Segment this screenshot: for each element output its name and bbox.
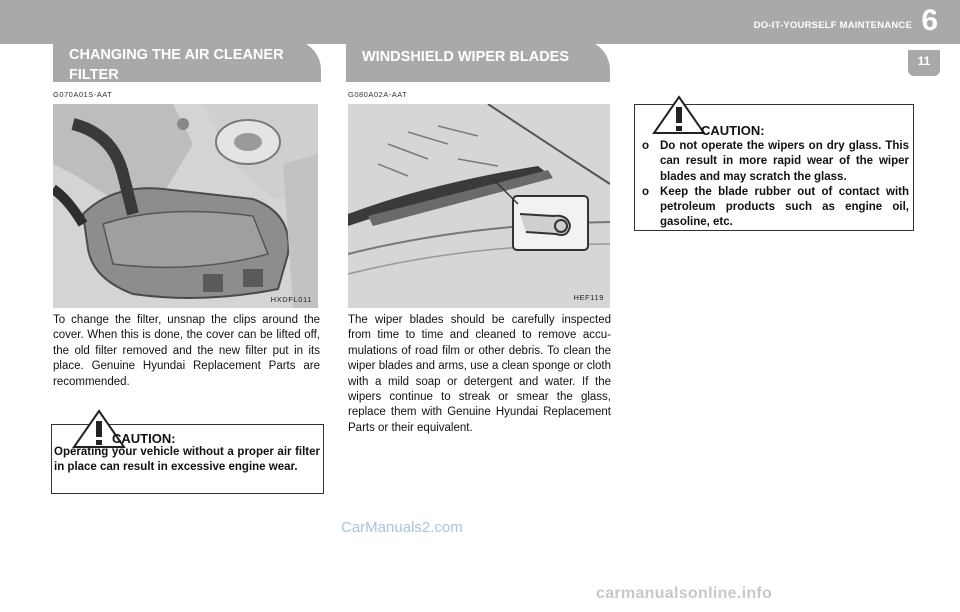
wiper-blade-illustration — [348, 104, 610, 308]
left-section-title: CHANGING THE AIR CLEANER FILTER — [69, 47, 284, 83]
watermark-footer: carmanualsonline.info — [596, 585, 773, 602]
right-section-title: WINDSHIELD WIPER BLADES — [362, 49, 570, 65]
caution-bullet: o — [642, 140, 650, 152]
caution-item — [642, 139, 909, 185]
right-section-title-tab — [346, 40, 610, 82]
caution-item-text: Keep the blade rubber out of contact with petroleum products such as engine oil, gasoline, etc. — [660, 185, 909, 229]
left-body-text: To change the filter, unsnap the clips around the cover. When this is done, the cover can be lifted off, the old filter removed and the new filter put in its place. Genuine Hyundai Replacement Parts are recommended. — [53, 314, 320, 388]
right-caution-heading: CAUTION: — [701, 123, 765, 138]
right-caution-box — [634, 104, 914, 231]
right-code: G080A02A-AAT — [348, 90, 408, 99]
right-caution-list — [642, 139, 909, 231]
right-body-text: The wiper blades should be carefully inspected from time to time and cleaned to remove accu- mulations of road film or other debris. To clean the wiper blades and arms, use a clean sponge or cloth with a mild soap or detergent and water. If the wipers continue to streak or smear the glass, replace them with Genuine Hyundai Replacement Parts or their equivalent. — [348, 314, 611, 434]
section-label: DO-IT-YOURSELF MAINTENANCE — [753, 20, 912, 31]
caution-item-text: Do not operate the wipers on dry glass. This can result in more rapid wear of the wiper blades and may scratch the glass. — [660, 140, 909, 183]
left-code: G070A01S-AAT — [53, 90, 113, 99]
engine-bay-illustration — [53, 104, 318, 308]
left-caution-heading: CAUTION: — [112, 431, 176, 446]
left-caution-box — [51, 424, 324, 494]
wiper-photo — [348, 104, 610, 308]
air-cleaner-image-label: HXDFL011 — [270, 295, 312, 304]
caution-item — [642, 185, 909, 231]
caution-bullet: o — [642, 185, 650, 198]
watermark-link[interactable]: CarManuals2.com — [341, 519, 463, 536]
left-section-title-tab — [53, 40, 321, 82]
air-cleaner-photo — [53, 104, 318, 308]
wiper-image-label: HEF119 — [573, 293, 604, 302]
chapter-number: 6 — [921, 4, 938, 37]
warning-triangle-icon — [652, 95, 706, 135]
page-number: 11 — [908, 50, 940, 76]
left-caution-text: Operating your vehicle without a proper air filter in place can result in excessive engine wear. — [54, 446, 320, 474]
